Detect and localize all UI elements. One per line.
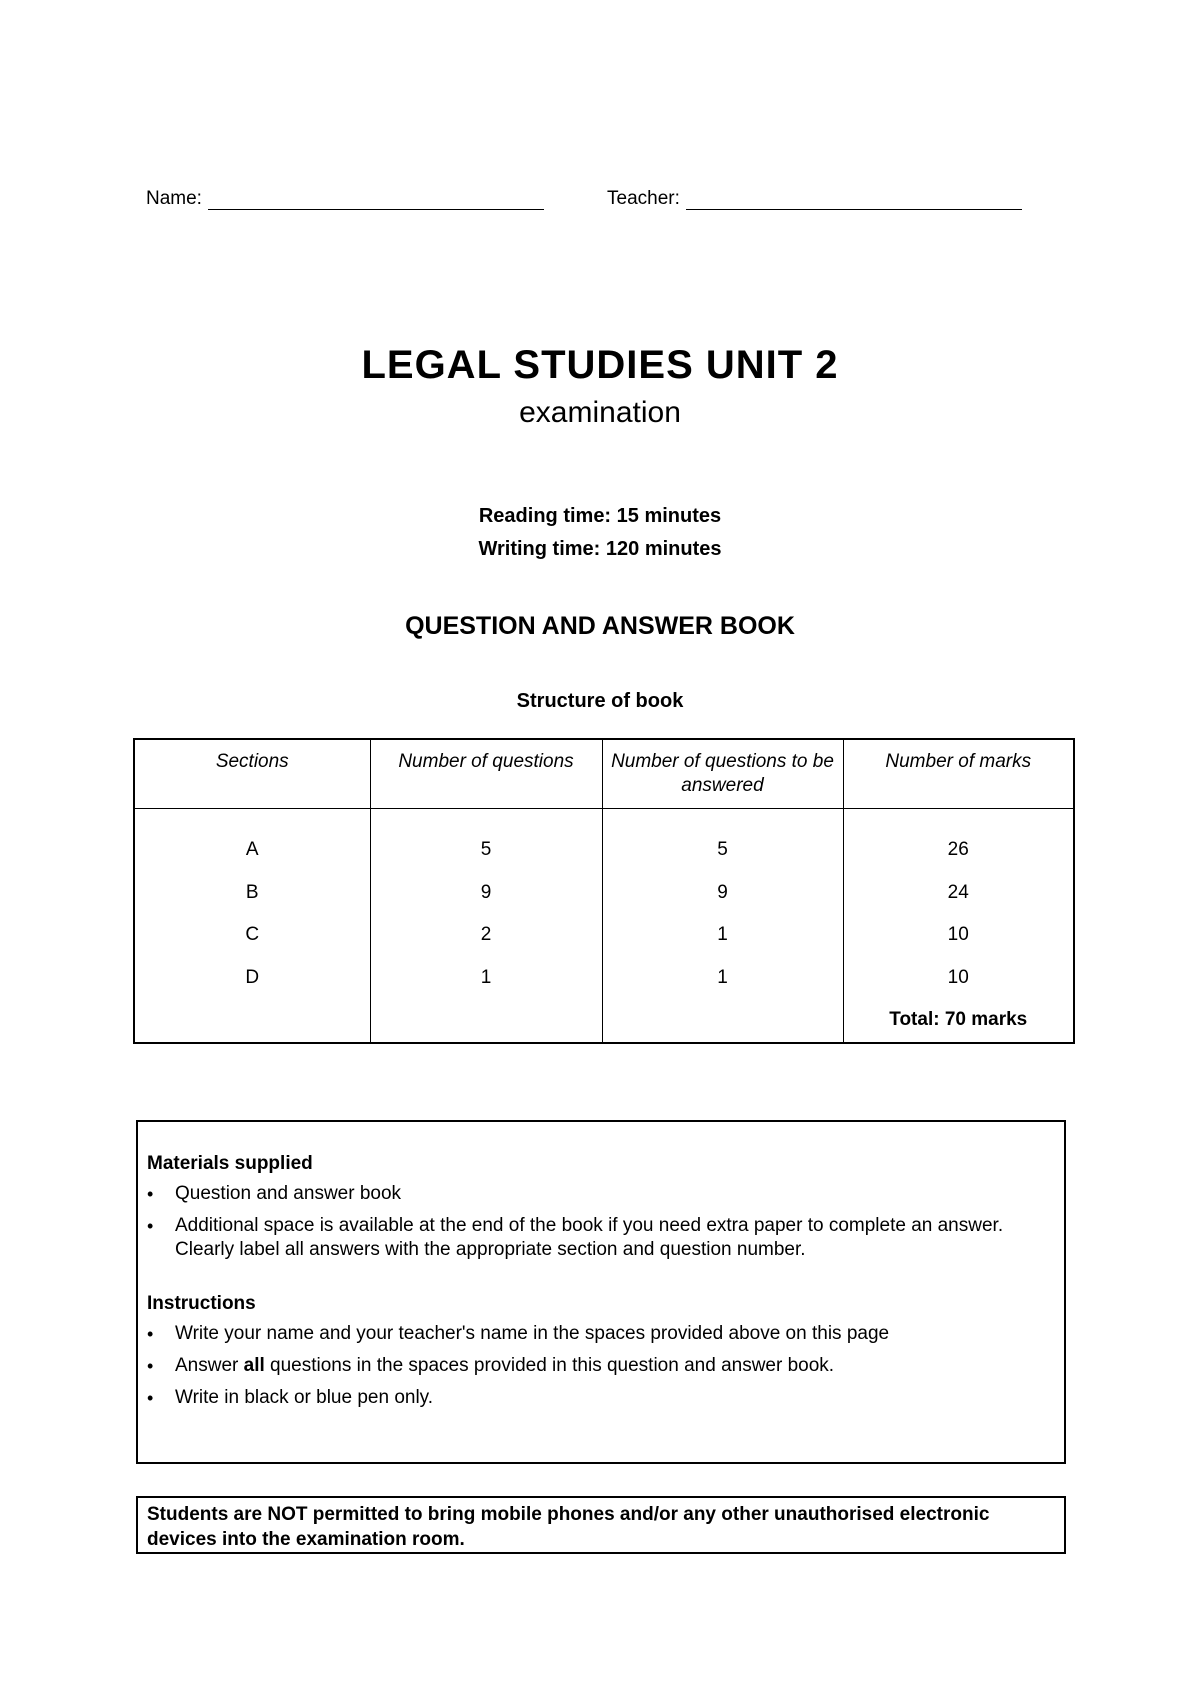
table-cell: A	[245, 839, 259, 860]
col-header-answered: Number of questions to be answered	[602, 739, 843, 809]
name-field[interactable]	[146, 188, 544, 210]
marks-column	[843, 809, 1074, 1043]
table-cell: B	[245, 881, 259, 903]
table-cell: 10	[947, 924, 969, 945]
table-cell: 1	[480, 966, 492, 988]
book-title: QUESTION AND ANSWER BOOK	[405, 612, 795, 640]
table-cell: 5	[480, 839, 492, 860]
bullet-icon: •	[147, 1324, 154, 1344]
questions-column	[370, 809, 602, 1043]
table-cell: 1	[717, 924, 728, 945]
device-notice-box	[136, 1496, 1066, 1554]
table-cell: 2	[480, 924, 492, 945]
table-cell: 26	[947, 839, 969, 860]
teacher-line[interactable]	[686, 191, 1022, 210]
materials-list	[147, 1182, 1054, 1262]
sections-column	[134, 809, 370, 1043]
table-cell: C	[245, 924, 260, 945]
table-cell: 10	[947, 966, 969, 988]
bullet-icon: •	[147, 1356, 154, 1376]
materials-heading: Materials supplied	[147, 1153, 313, 1174]
instructions-heading: Instructions	[147, 1293, 256, 1314]
table-cell: 5	[717, 839, 728, 860]
bullet-icon: •	[147, 1184, 154, 1204]
list-item: • Answer all questions in the spaces provided in this question and answer book.	[147, 1355, 835, 1376]
total-marks: Total: 70 marks	[889, 1009, 1028, 1030]
list-item: • Write in black or blue pen only.	[147, 1387, 434, 1408]
structure-heading: Structure of book	[516, 690, 684, 712]
instructions-list	[147, 1322, 1054, 1410]
writing-time: Writing time: 120 minutes	[478, 538, 722, 560]
answered-column	[602, 809, 843, 1043]
table-body-row	[134, 809, 1074, 1043]
name-label: Name:	[146, 188, 202, 209]
reading-time: Reading time: 15 minutes	[478, 505, 722, 527]
table-cell: D	[245, 966, 260, 988]
device-notice: Students are NOT permitted to bring mobile phones and/or any other unauthorised electronic devices into the examination room.	[147, 1504, 990, 1550]
col-header-marks: Number of marks	[843, 739, 1074, 809]
structure-table	[133, 738, 1075, 1044]
list-item: • Question and answer book	[147, 1183, 402, 1204]
table-header-row	[134, 739, 1074, 809]
materials-instructions-box	[136, 1120, 1066, 1464]
list-item: • Write your name and your teacher's name in the spaces provided above on this page	[147, 1323, 890, 1344]
bullet-icon: •	[147, 1388, 154, 1408]
name-line[interactable]	[208, 191, 544, 210]
exam-title: LEGAL STUDIES UNIT 2	[361, 343, 839, 387]
exam-subtitle: examination	[519, 396, 681, 429]
table-cell: 9	[717, 881, 728, 903]
col-header-sections: Sections	[134, 739, 370, 809]
teacher-field[interactable]	[607, 188, 1022, 210]
emphasis-all: all	[243, 1355, 265, 1376]
table-cell: 24	[947, 881, 969, 903]
teacher-label: Teacher:	[607, 188, 680, 209]
bullet-icon: •	[147, 1216, 154, 1236]
list-item: • Additional space is available at the end of the book if you need extra paper to complete an answer. Clearly label all answers with the appropriate section and question number.	[147, 1215, 1004, 1260]
table-cell: 9	[480, 881, 492, 903]
table-cell: 1	[717, 966, 728, 988]
col-header-questions: Number of questions	[370, 739, 602, 809]
